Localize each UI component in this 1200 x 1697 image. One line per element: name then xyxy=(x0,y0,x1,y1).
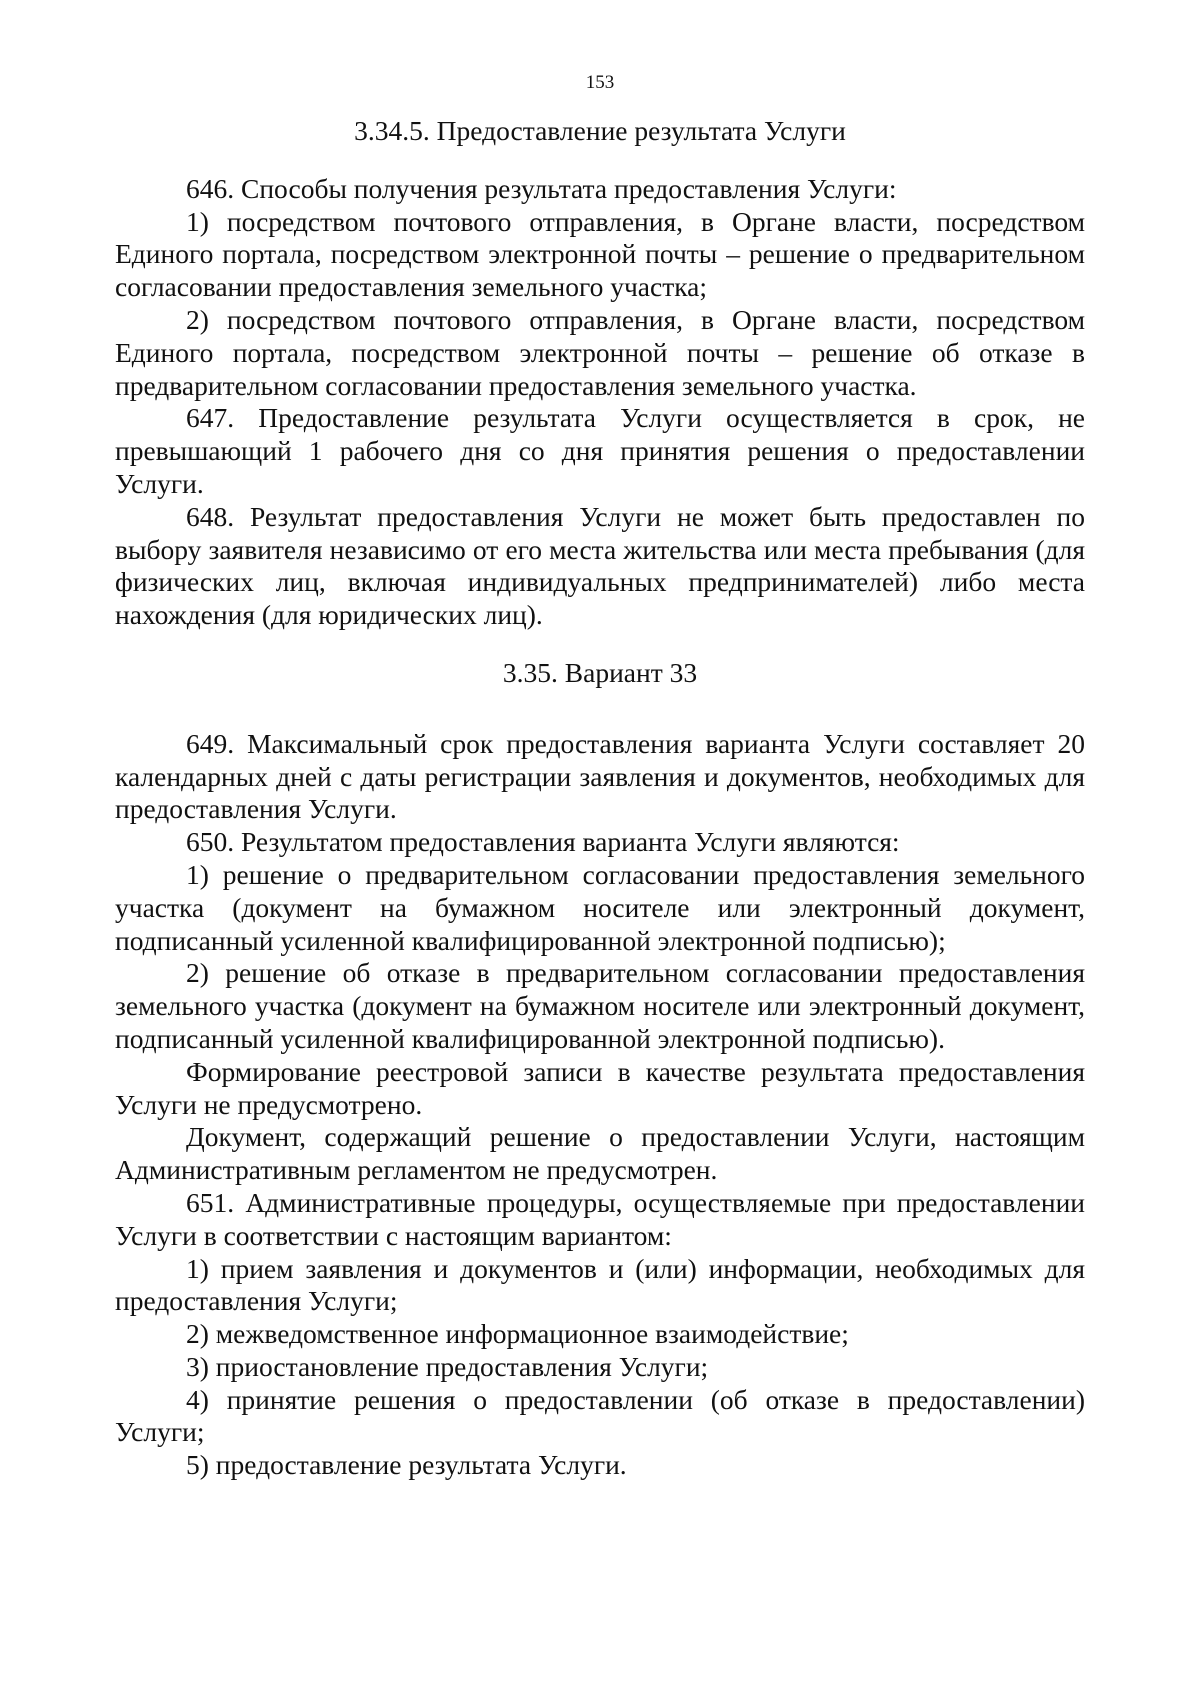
paragraph-651-item-3: 3) приостановление предоставления Услуги; xyxy=(186,1350,709,1382)
paragraph-650: 650. Результатом предоставления варианта Услуги являются: xyxy=(186,826,900,858)
section-3-35-content xyxy=(115,728,1085,1482)
paragraph-650-item-1: 1) решение о предварительном согласовании предоставления земельного участка (документ на бумажном носителе или электронный документ, подписанный усиленной квалифицированной электронной подписью); xyxy=(115,858,1085,956)
paragraph-650-item-2: 2) решение об отказе в предварительном согласовании предоставления земельного участка (документ на бумажном носителе или электронный документ, подписанный усиленной квалифицированной электронной подписью). xyxy=(115,957,1085,1054)
paragraph-651: 651. Административные процедуры, осуществляемые при предоставлении Услуги в соответствии с настоящим вариантом: xyxy=(115,1186,1085,1251)
paragraph-646: 646. Способы получения результата предоставления Услуги: xyxy=(186,172,897,204)
paragraph-647: 647. Предоставление результата Услуги осуществляется в срок, не превышающий 1 рабочего дня со дня принятия решения о предоставлении Услуги. xyxy=(115,402,1085,499)
paragraph-649: 649. Максимальный срок предоставления варианта Услуги составляет 20 календарных дней с даты регистрации заявления и документов, необходимых для предоставления Услуги. xyxy=(115,727,1085,825)
section-heading-3-35: 3.35. Вариант 33 xyxy=(502,656,698,688)
paragraph-registry-record: Формирование реестровой записи в качестве результата предоставления Услуги не предусмотрено. xyxy=(115,1055,1085,1120)
document-body xyxy=(115,115,1085,1482)
paragraph-651-item-5: 5) предоставление результата Услуги. xyxy=(186,1449,627,1481)
paragraph-651-item-1: 1) прием заявления и документов и (или) информации, необходимых для предоставления Услуги; xyxy=(115,1252,1085,1317)
paragraph-646-item-2: 2) посредством почтового отправления, в Органе власти, посредством Единого портала, посредством электронной почты – решение об отказе в предварительном согласовании предоставления земельного участка. xyxy=(115,303,1085,401)
paragraph-646-item-1: 1) посредством почтового отправления, в Органе власти, посредством Единого портала, посредством электронной почты – решение о предварительном согласовании предоставления земельного участка; xyxy=(115,205,1085,303)
section-3-34-5-content xyxy=(115,173,1085,632)
paragraph-651-item-2: 2) межведомственное информационное взаимодействие; xyxy=(186,1318,849,1350)
paragraph-decision-document: Документ, содержащий решение о предоставлении Услуги, настоящим Административным регламентом не предусмотрен. xyxy=(115,1121,1085,1186)
page-number: 153 xyxy=(585,72,615,93)
paragraph-651-item-4: 4) принятие решения о предоставлении (об отказе в предоставлении) Услуги; xyxy=(115,1383,1085,1448)
paragraph-648: 648. Результат предоставления Услуги не может быть предоставлен по выбору заявителя независимо от его места жительства или места пребывания (для физических лиц, включая индивидуальных предпринимателей) либо места нахождения (для юридических лиц). xyxy=(115,500,1085,631)
section-heading-3-34-5: 3.34.5. Предоставление результата Услуги xyxy=(354,115,846,146)
